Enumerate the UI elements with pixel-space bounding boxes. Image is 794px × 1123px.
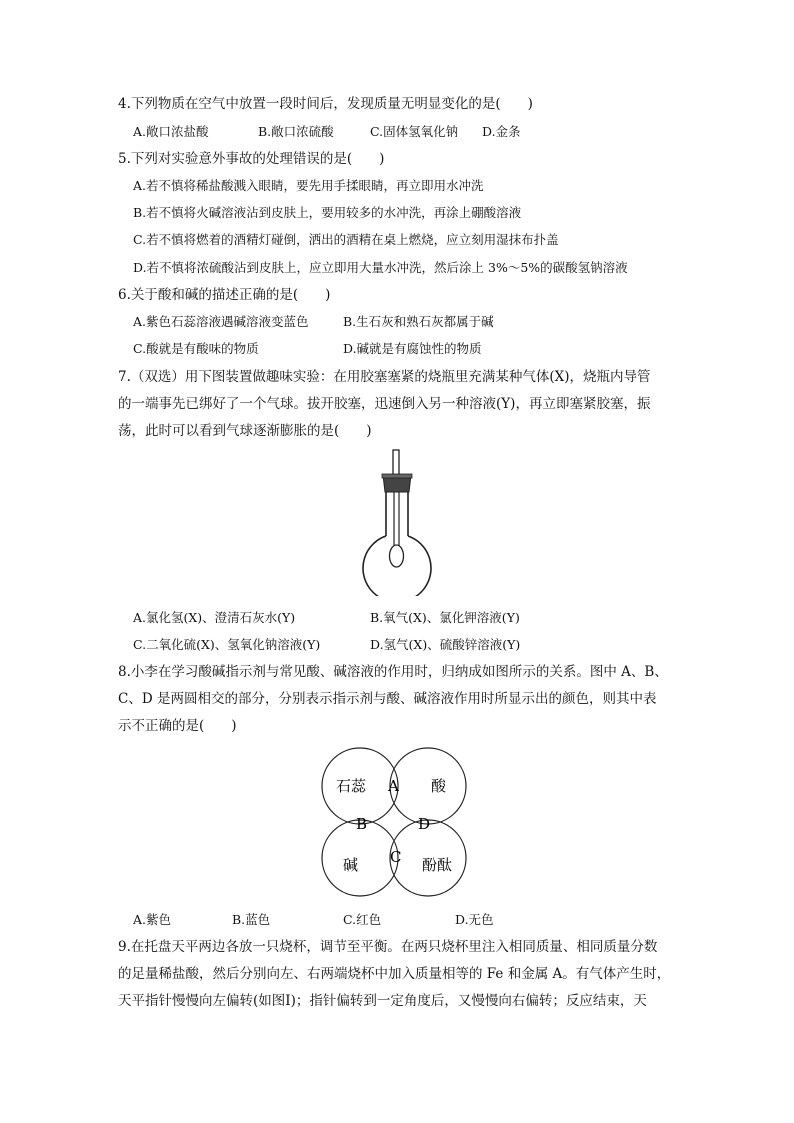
question-8-line-3: 示不正确的是( ) [118,718,237,734]
indicator-circles-diagram [318,744,470,902]
question-5-option-d: D.若不慎将浓硫酸沾到皮肤上，应立即用大量水冲洗，然后涂上 3%～5%的碳酸氢钠溶液 [133,260,628,275]
question-7-option-b: B.氧气(X)、氯化钾溶液(Y) [370,610,520,625]
question-6-option-c: C.酸就是有酸味的物质 [133,341,259,356]
label-litmus: 石蕊 [336,777,367,795]
flask-apparatus-figure [352,448,442,596]
question-5-stem: 5.下列对实验意外事故的处理错误的是( ) [118,151,385,167]
acid-circle [390,748,466,824]
question-6-stem: 6.关于酸和碱的描述正确的是( ) [118,287,331,303]
question-8-line-1: 8.小李在学习酸碱指示剂与常见酸、碱溶液的作用时，归纳成如图所示的关系。图中 A、B、 [118,664,668,680]
label-acid: 酸 [431,777,447,795]
question-6-option-b: B.生石灰和熟石灰都属于碱 [343,314,494,329]
question-4-option-c: C.固体氢氧化钠 [370,124,459,139]
question-8-option-b: B.蓝色 [232,912,271,927]
question-8-option-c: C.红色 [343,912,382,927]
question-4-stem: 4.下列物质在空气中放置一段时间后，发现质量无明显变化的是( ) [118,96,533,112]
question-7-option-c: C.二氧化硫(X)、氢氧化钠溶液(Y) [133,637,321,652]
question-9-line-1: 9.在托盘天平两边各放一只烧杯，调节至平衡。在两只烧杯里注入相同质量、相同质量分数 [118,939,658,955]
question-7-line-3: 荡，此时可以看到气球逐渐膨胀的是( ) [118,423,372,439]
question-7-option-d: D.氢气(X)、硫酸锌溶液(Y) [370,637,521,652]
question-4-option-a: A.敞口浓盐酸 [133,124,209,139]
question-8-line-2: C、D 是两圆相交的部分，分别表示指示剂与酸、碱溶液作用时所显示出的颜色，则其中表 [118,691,657,707]
question-5-option-c: C.若不慎将燃着的酒精灯碰倒，洒出的酒精在桌上燃烧，应立刻用湿抹布扑盖 [133,232,559,247]
question-8-option-a: A.紫色 [133,912,172,927]
label-phenolphthalein: 酚酞 [422,856,453,874]
region-b-label: B [356,815,368,833]
question-6-option-d: D.碱就是有腐蚀性的物质 [343,341,482,356]
question-7-line-2: 的一端事先已绑好了一个气球。拔开胶塞，迅速倒入另一种溶液(Y)，再立即塞紧胶塞，振 [118,396,651,412]
region-d-label: D [418,815,431,833]
question-8-option-d: D.无色 [455,912,494,927]
question-4-option-b: B.敞口浓硫酸 [258,124,334,139]
question-4-option-d: D.金条 [482,124,521,139]
question-9-line-3: 天平指针慢慢向左偏转(如图Ⅰ)；指针偏转到一定角度后，又慢慢向右偏转；反应结束，天 [118,993,647,1009]
label-base: 碱 [343,856,359,874]
question-7-line-1: 7.（双选）用下图装置做趣味实验：在用胶塞塞紧的烧瓶里充满某种气体(X)，烧瓶内导管 [118,369,651,385]
region-a-label: A [388,777,399,795]
question-7-option-a: A.氯化氢(X)、澄清石灰水(Y) [133,610,296,625]
question-9-line-2: 的足量稀盐酸，然后分别向左、右两端烧杯中加入质量相等的 Fe 和金属 A。有气体产生时， [118,966,671,982]
question-5-option-b: B.若不慎将火碱溶液沾到皮肤上，要用较多的水冲洗，再涂上硼酸溶液 [133,205,522,220]
question-6-option-a: A.紫色石蕊溶液遇碱溶液变蓝色 [133,314,309,329]
question-5-option-a: A.若不慎将稀盐酸溅入眼睛，要先用手揉眼睛，再立即用水冲洗 [133,178,484,193]
region-c-label: C [390,848,402,866]
